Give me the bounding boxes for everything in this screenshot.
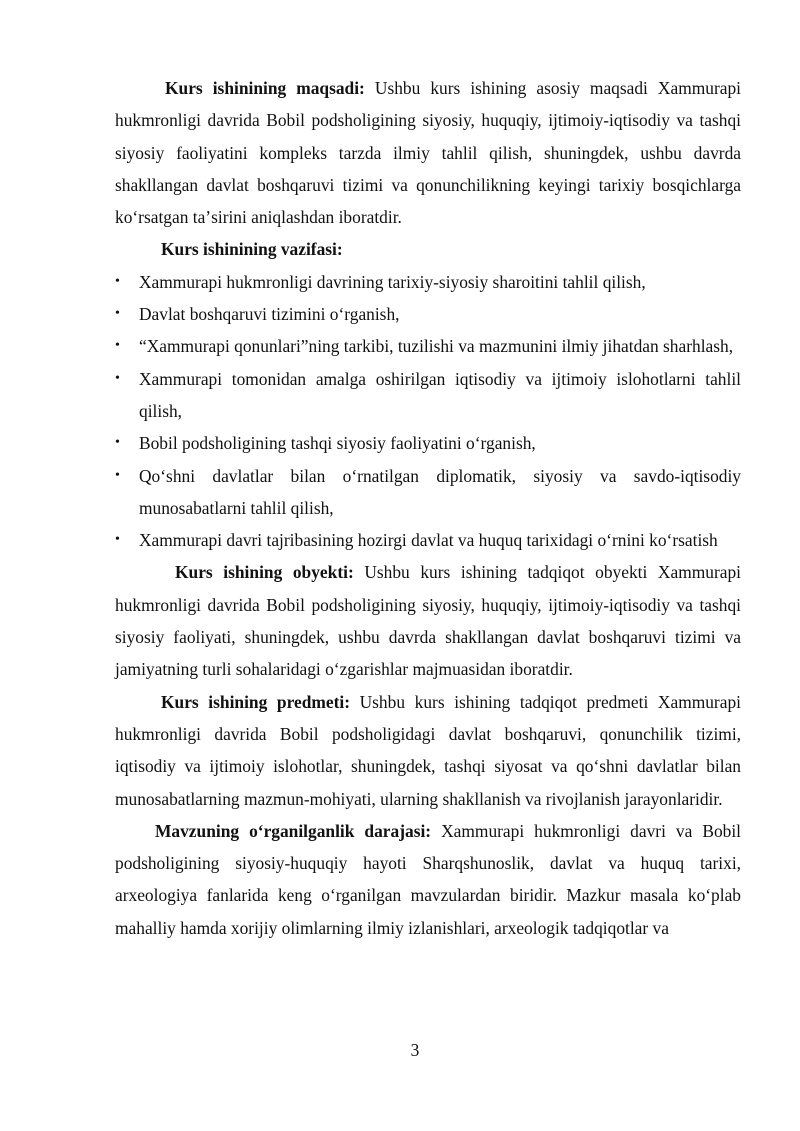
task-text: Xammurapi davri tajribasining hozirgi davlat va huquq tarixidagi oʻrnini koʻrsatish xyxy=(139,530,718,551)
bullet-icon: • xyxy=(115,306,120,322)
task-text: “Xammurapi qonunlari”ning tarkibi, tuzilishi va mazmunini ilmiy jihatdan sharhlash, xyxy=(139,336,734,357)
study-level-text: Xammurapi hukmronligi davri va Bobil podsholigining siyosiy-huquqiy hayoti Sharqshunoslik, davlat va huquq tarixi, arxeologiya fanlarida keng oʻrganilgan mavzulardan biridir. Mazkur masala koʻplab mahalliy hamda xorijiy olimlarning ilmiy izlanishlari, arxeologik tadqiqotlar va xyxy=(115,820,742,938)
list-item xyxy=(115,266,741,298)
task-text: Davlat boshqaruvi tizimini oʻrganish, xyxy=(139,304,400,325)
task-text: Xammurapi hukmronligi davrining tarixiy-siyosiy sharoitini tahlil qilish, xyxy=(139,271,646,292)
task-text: Xammurapi tomonidan amalga oshirilgan iqtisodiy va ijtimoiy islohotlarni tahlil qilish, xyxy=(139,368,741,421)
list-item xyxy=(115,298,741,330)
bullet-icon: • xyxy=(115,273,120,289)
list-item xyxy=(115,427,741,459)
task-text: Qoʻshni davlatlar bilan oʻrnatilgan diplomatik, siyosiy va savdo-iqtisodiy munosabatlarni tahlil qilish, xyxy=(139,465,741,518)
subject-text: Ushbu kurs ishining tadqiqot predmeti Xammurapi hukmronligi davrida Bobil podsholigidagi davlat boshqaruvi, qonunchilik tizimi, iqtisodiy va ijtimoiy islohotlar, shuningdek, tashqi siyosat va qoʻshni davlatlar bilan munosabatlarning mazmun-mohiyati, ularning shakllanish va rivojlanish jarayonlaridir. xyxy=(115,691,741,809)
goal-paragraph xyxy=(115,72,741,233)
list-item xyxy=(115,460,741,525)
bullet-icon: • xyxy=(115,435,120,451)
study-level-label: Mavzuning oʻrganilganlik darajasi: xyxy=(155,820,432,841)
document-page xyxy=(115,72,741,944)
subject-paragraph xyxy=(115,686,741,815)
object-paragraph xyxy=(115,556,741,685)
tasks-heading: Kurs ishinining vazifasi: xyxy=(161,239,343,260)
object-text: Ushbu kurs ishining tadqiqot obyekti Xammurapi hukmronligi davrida Bobil podsholigining siyosiy, huquqiy, ijtimoiy-iqtisodiy va tashqi siyosiy faoliyati, shuningdek, ushbu davrda shakllangan davlat boshqaruvi tizimi va jamiyatning turli sohalaridagi oʻzgarishlar majmuasidan iboratdir. xyxy=(115,562,741,680)
bullet-icon: • xyxy=(115,338,120,354)
object-label: Kurs ishining obyekti: xyxy=(175,562,354,583)
bullet-icon: • xyxy=(115,467,120,483)
bullet-icon: • xyxy=(115,370,120,386)
page-number: 3 xyxy=(410,1040,420,1060)
tasks-list xyxy=(115,266,741,557)
list-item xyxy=(115,363,741,428)
study-level-paragraph xyxy=(115,815,741,944)
list-item xyxy=(115,330,741,362)
goal-label: Kurs ishinining maqsadi: xyxy=(165,78,365,98)
list-item xyxy=(115,524,741,556)
task-text: Bobil podsholigining tashqi siyosiy faoliyatini oʻrganish, xyxy=(139,433,536,454)
subject-label: Kurs ishining predmeti: xyxy=(161,691,350,712)
bullet-icon: • xyxy=(115,532,120,548)
goal-text: Ushbu kurs ishining asosiy maqsadi Xammurapi hukmronligi davrida Bobil podsholigining siyosiy, huquqiy, ijtimoiy-iqtisodiy va tashqi siyosiy faoliyatini kompleks tarzda ilmiy tahlil qilish, shuningdek, ushbu davrda shakllangan davlat boshqaruvi tizimi va qonunchilikning keyingi tarixiy bosqichlarga koʻrsatgan taʼsirini aniqlashdan iboratdir. xyxy=(115,78,741,228)
